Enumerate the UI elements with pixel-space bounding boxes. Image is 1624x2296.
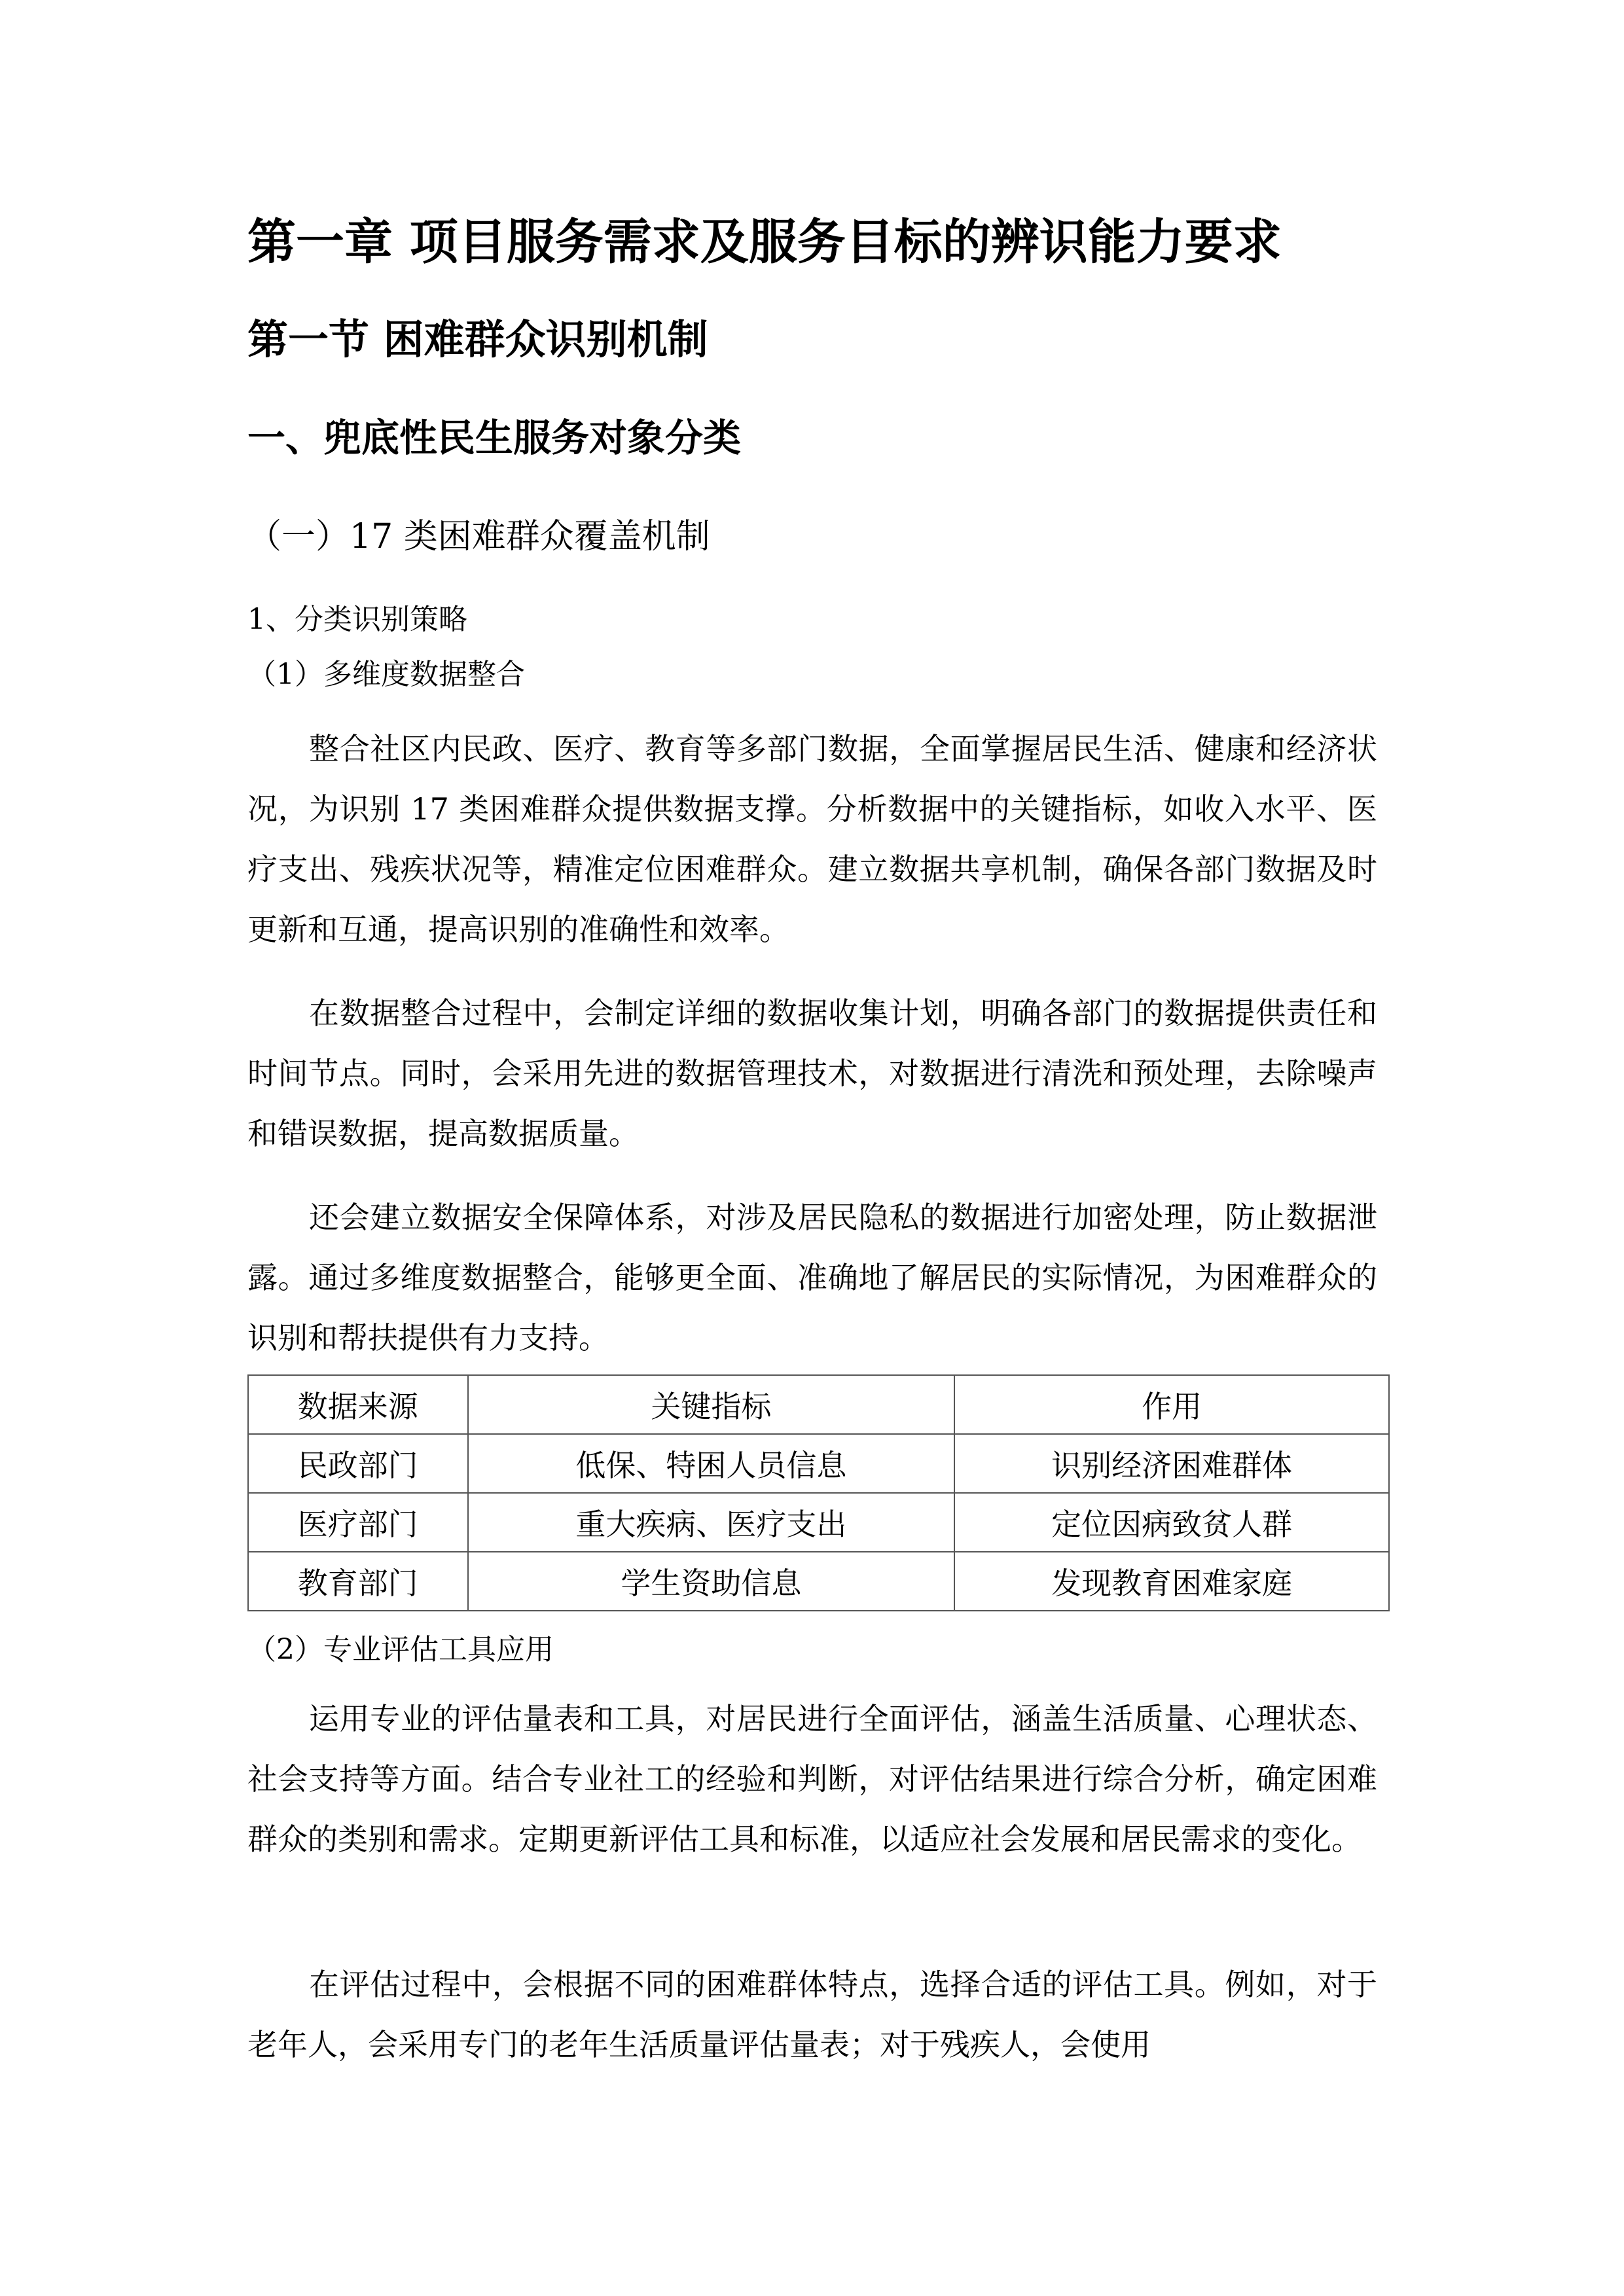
paragraph: 还会建立数据安全保障体系，对涉及居民隐私的数据进行加密处理，防止数据泄露。通过多维度数据整合，能够更全面、准确地了解居民的实际情况，为困难群众的识别和帮扶提供有力支持。 (247, 1200, 1377, 1355)
table-header-cell: 关键指标 (468, 1375, 955, 1434)
paragraph: 在评估过程中，会根据不同的困难群体特点，选择合适的评估工具。例如，对于老年人，会采用专门的老年生活质量评估量表；对于残疾人，会使用 (247, 1967, 1377, 2062)
chapter-title: 第一章 项目服务需求及服务目标的辨识能力要求 (247, 214, 1282, 270)
subsection-title: 一、兜底性民生服务对象分类 (247, 416, 742, 460)
table-row (248, 1552, 1389, 1611)
table-cell: 学生资助信息 (468, 1552, 955, 1611)
paragraph: 运用专业的评估量表和工具，对居民进行全面评估，涵盖生活质量、心理状态、社会支持等方面。结合专业社工的经验和判断，对评估结果进行综合分析，确定困难群众的类别和需求。定期更新评估工具和标准，以适应社会发展和居民需求的变化。 (247, 1701, 1377, 1857)
data-source-table (247, 1374, 1390, 1611)
table-cell: 低保、特困人员信息 (468, 1434, 955, 1493)
table-header-row (248, 1375, 1389, 1434)
table-cell: 民政部门 (248, 1434, 468, 1493)
table-row (248, 1434, 1389, 1493)
table-header-cell: 数据来源 (248, 1375, 468, 1434)
table-header-cell: 作用 (954, 1375, 1389, 1434)
item-1-1-title: （1）多维度数据整合 (247, 658, 525, 691)
item-1-2-title: （2）专业评估工具应用 (247, 1633, 554, 1666)
table-cell: 定位因病致贫人群 (954, 1493, 1389, 1552)
table-cell: 教育部门 (248, 1552, 468, 1611)
paragraph: 在数据整合过程中，会制定详细的数据收集计划，明确各部门的数据提供责任和时间节点。同时，会采用先进的数据管理技术，对数据进行清洗和预处理，去除噪声和错误数据，提高数据质量。 (247, 996, 1377, 1151)
item-1-title: 1、分类识别策略 (247, 603, 467, 636)
section-title: 第一节 困难群众识别机制 (247, 315, 708, 363)
table-row (248, 1493, 1389, 1552)
table-cell: 重大疾病、医疗支出 (468, 1493, 955, 1552)
table-cell: 医疗部门 (248, 1493, 468, 1552)
table-cell: 识别经济困难群体 (954, 1434, 1389, 1493)
table-cell: 发现教育困难家庭 (954, 1552, 1389, 1611)
subsubsection-title: （一）17 类困难群众覆盖机制 (247, 517, 710, 556)
paragraph: 整合社区内民政、医疗、教育等多部门数据，全面掌握居民生活、健康和经济状况，为识别 17 类困难群众提供数据支撑。分析数据中的关键指标，如收入水平、医疗支出、残疾状况等，精准定位困难群众。建立数据共享机制，确保各部门数据及时更新和互通，提高识别的准确性和效率。 (247, 731, 1377, 947)
